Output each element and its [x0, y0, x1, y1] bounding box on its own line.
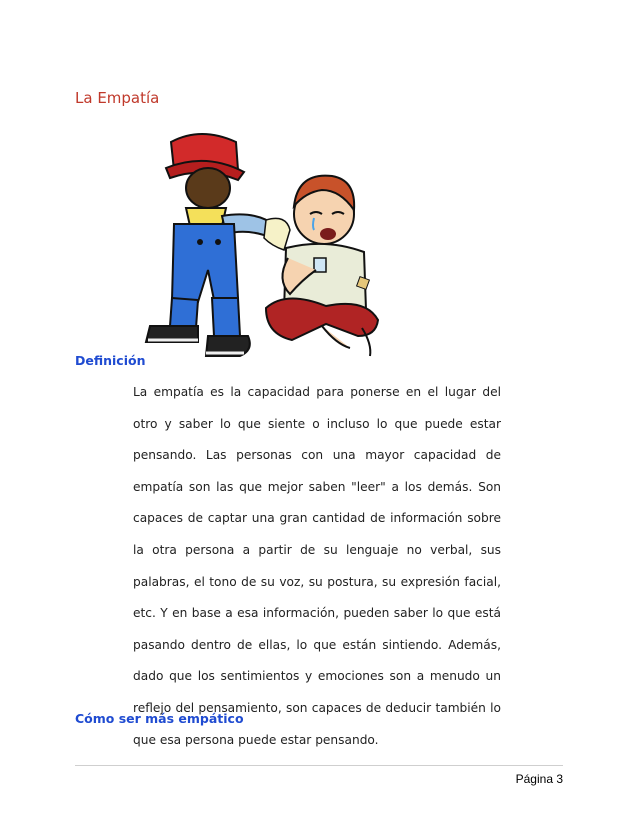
definition-paragraph: La empatía es la capacidad para ponerse en el lugar del otro y saber lo que siente o incluso lo que puede estar pensando. Las personas con una mayor capacidad de empatía son las que mejor saben "leer" a los demás. Son capaces de captar una gran cantidad de información sobre la otra persona a partir de su lenguaje no verbal, sus palabras, el tono de su voz, su postura, su expresión facial, etc. Y en base a esa información, pueden saber lo que está pasando dentro de ellas, lo que están sintiendo. Además, dado que los sentimientos y emociones son a menudo un reflejo del pensamiento, son capaces de deducir también lo que esa persona puede estar pensando.	[133, 385, 501, 747]
footer-divider	[75, 765, 563, 766]
tissue-icon	[264, 218, 290, 250]
page-title: La Empatía	[75, 89, 160, 107]
standing-boy-figure	[146, 134, 276, 356]
empathy-illustration	[126, 130, 382, 365]
definition-heading: Definición	[75, 353, 146, 368]
how-to-heading: Cómo ser más empático	[75, 711, 244, 726]
page-number: Página 3	[515, 772, 563, 786]
crying-boy-figure	[266, 176, 378, 356]
